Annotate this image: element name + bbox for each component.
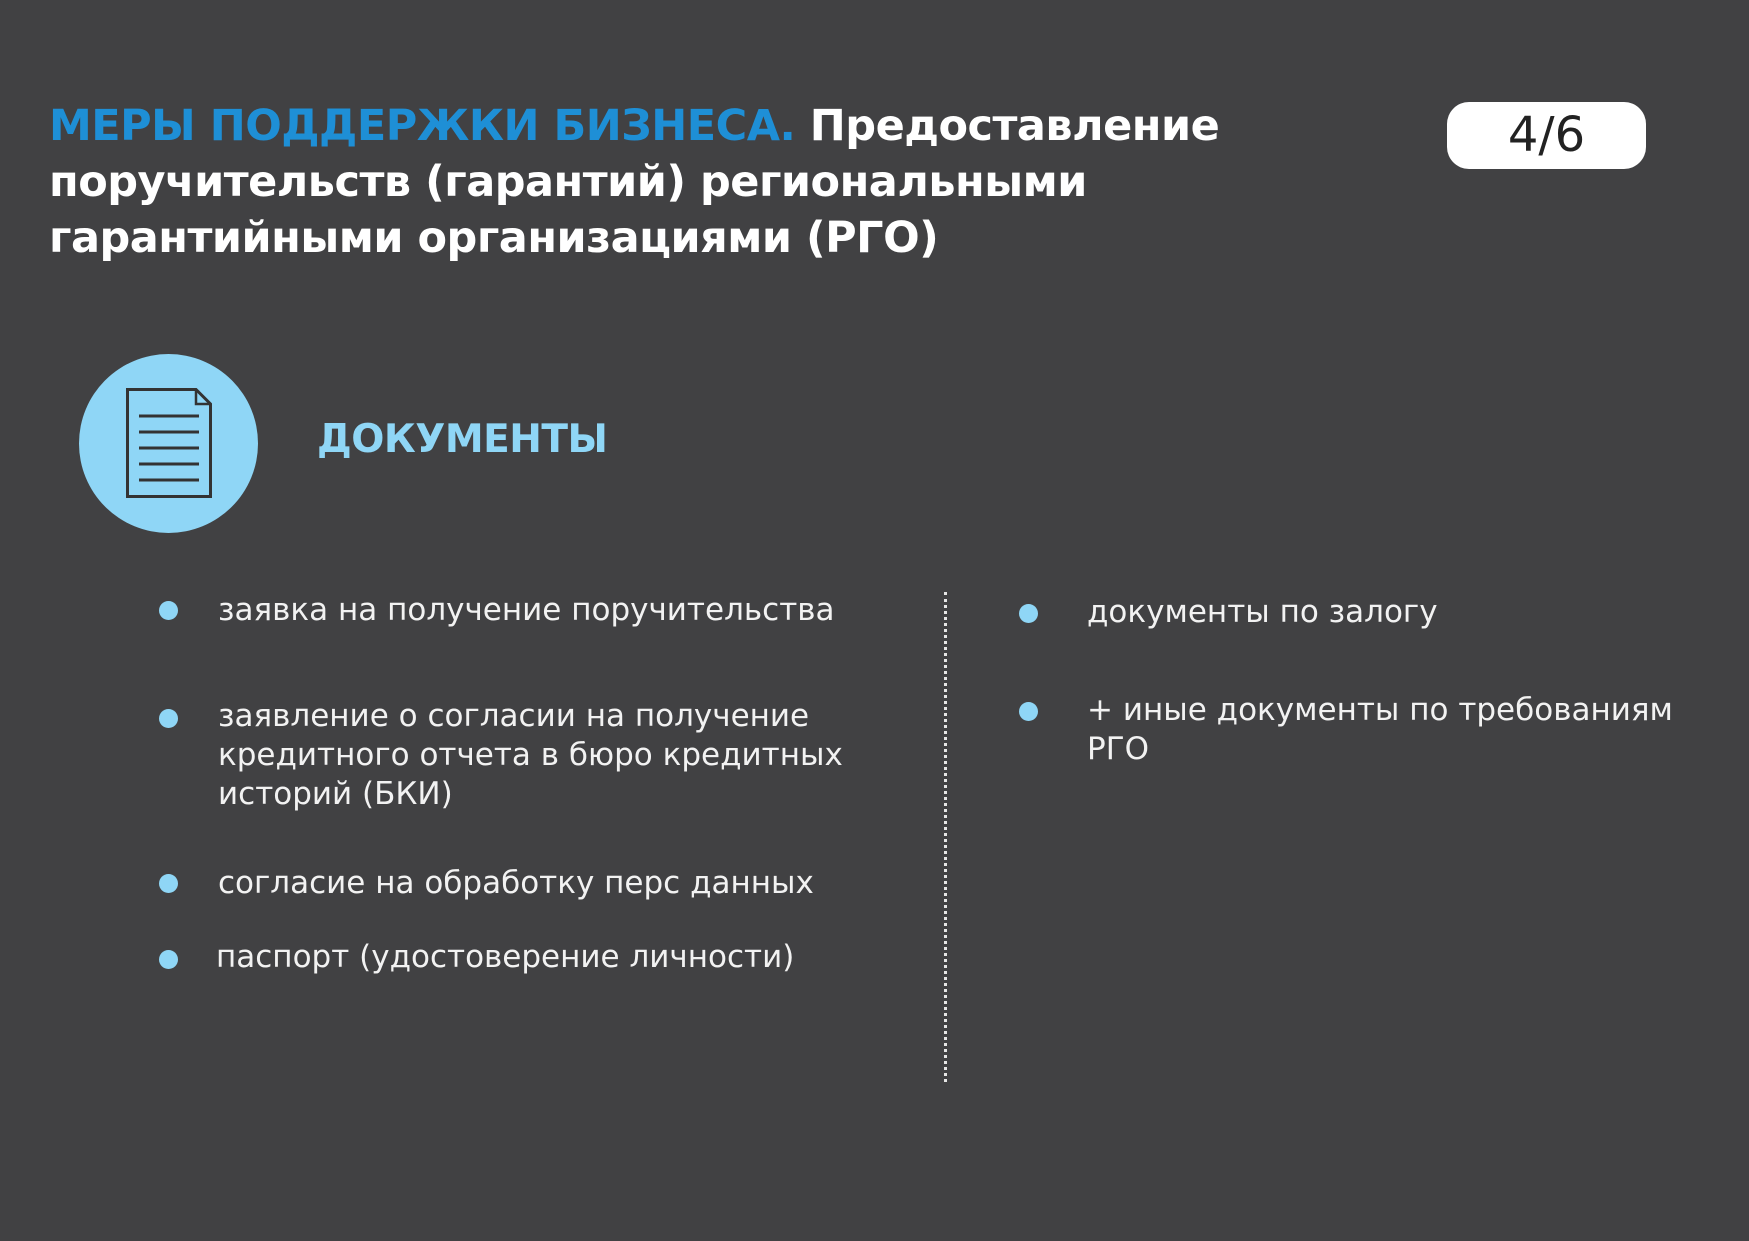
documents-icon-badge (79, 354, 258, 533)
list-item-text: заявка на получение поручительства (218, 592, 835, 628)
bullet-icon (1019, 702, 1038, 721)
bullet-icon (159, 950, 178, 969)
list-item-text: историй (БКИ) (218, 776, 453, 812)
bullet-icon (159, 874, 178, 893)
list-item-text: + иные документы по требованиям (1087, 692, 1673, 728)
bullet-icon (159, 601, 178, 620)
title-accent: МЕРЫ ПОДДЕРЖКИ БИЗНЕСА. (49, 101, 796, 151)
list-item-text: документы по залогу (1087, 594, 1438, 630)
page-title (49, 98, 1229, 266)
list-item-text: заявление о согласии на получение (218, 698, 810, 734)
list-item-text: РГО (1087, 731, 1149, 767)
section-heading: ДОКУМЕНТЫ (317, 417, 608, 462)
column-divider (944, 592, 947, 1082)
title-line-1: Предоставление (809, 101, 1220, 151)
page-indicator: 4/6 (1447, 102, 1646, 169)
document-icon (126, 388, 212, 498)
list-item-text: кредитного отчета в бюро кредитных (218, 737, 843, 773)
title-line-3: гарантийными организациями (РГО) (49, 213, 939, 263)
list-item-text: паспорт (удостоверение личности) (216, 939, 795, 975)
list-item-text: согласие на обработку перс данных (218, 865, 814, 901)
bullet-icon (1019, 604, 1038, 623)
title-line-2: поручительств (гарантий) региональными (49, 157, 1087, 207)
bullet-icon (159, 709, 178, 728)
